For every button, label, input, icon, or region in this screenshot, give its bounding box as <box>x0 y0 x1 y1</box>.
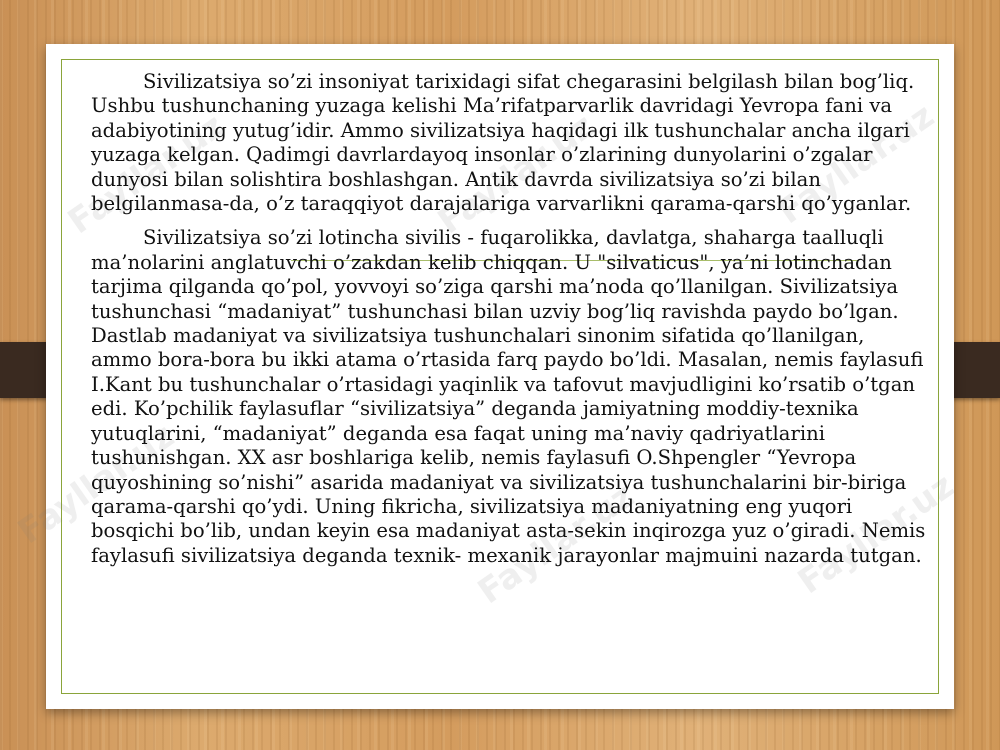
paragraph-1: Sivilizatsiya so’zi insoniyat tarixidagi sifat chegarasini belgilash bilan bog’liq. Ushbu tushunchaning yuzaga kelishi Ma’rifatparvarlik davridagi Yevropa fani va adabiyotining yutug’idir. Ammo sivilizatsiya haqidagi ilk tushunchalar ancha ilgari yuzaga kelgan. Qadimgi davrlardayoq insonlar o’zlarining dunyolarini o’zgalar dunyosi bilan solishtira boshlashgan. Antik davrda sivilizatsiya so’zi bilan belgilanmasa-da, o’z taraqqiyot darajalariga varvarlikni qarama-qarshi qo’yganlar. <box>91 70 915 216</box>
watermark: Fayllar.uz <box>430 105 602 243</box>
watermark: Fayllar.uz <box>790 465 962 603</box>
watermark: Fayllar.uz <box>770 95 942 233</box>
document-page <box>10 44 962 709</box>
watermark: Fayllar.uz <box>470 475 642 613</box>
watermark: Fayllar.uz <box>60 105 232 243</box>
watermark: Fayllar.uz <box>10 415 182 553</box>
paragraph-2: Sivilizatsiya so’zi lotincha sivilis - fuqarolikka, davlatga, shaharga taalluqli ma’nolarini anglatuvchi o’zakdan kelib chiqqan. U "silvaticus", ya’ni lotinchadan tarjima qilganda qo’pol, yovvoyi so’ziga qarshi ma’noda qo’llanilgan. Sivilizatsiya tushunchasi “madaniyat” tushunchasi bilan uzviy bog’liq ravishda paydo bo’lgan. Dastlab madaniyat va sivilizatsiya tushunchalari sinonim sifatida qo’llanilgan, ammo bora-bora bu ikki atama o’rtasida farq paydo bo’ldi. Masalan, nemis faylasufi I.Kant bu tushunchalar o’rtasidagi yaqinlik va tafovut mavjudligini ko’rsatib o’tgan edi. Ko’pchilik faylasuflar “sivilizatsiya” deganda jamiyatning moddiy-texnika yutuqlarini, “madaniyat” deganda esa faqat uning ma’naviy qadriyatlarini tushunishgan. XX asr boshlariga kelib, nemis faylasufi O.Shpengler “Yevropa quyoshining so’nishi” asarida madaniyat va sivilizatsiya tushunchalarini bir-biriga qarama-qarshi qo’ydi. Uning fikricha, sivilizatsiya madaniyatning eng yuqori bosqichi bo’lib, undan keyin esa madaniyat asta-sekin inqirozga yuz o’giradi. Nemis faylasufi sivilizatsiya deganda texnik- mexanik jarayonlar majmuini nazarda tutgan. <box>91 226 926 567</box>
document-body <box>91 70 931 568</box>
